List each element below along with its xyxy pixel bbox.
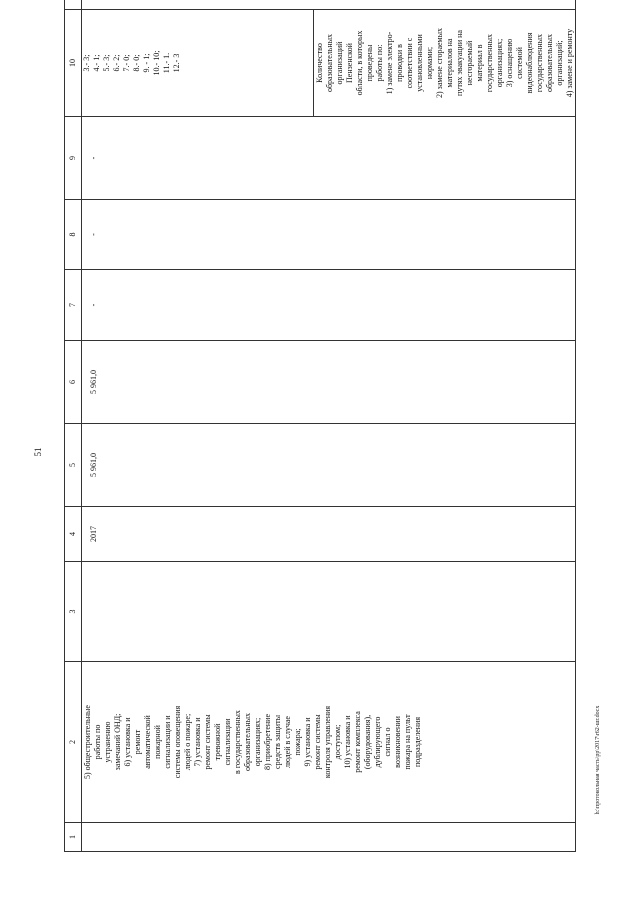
cell-activities: 5) общестроительные работы по устранению замечаний ОНД; 6) установка и ремонт автоматической пожарной сигнализации и системы оповещения людей о пожаре; 7) установка и ремонт системы тревожной сигнализации в государственных образовательных организациях; 8) приобретение средств защиты людей в случае пожара; 9) установка и ремонт системы контроля управления доступом; 10) установка и ремонт комплекса (оборудования), дублирующего сигнал о возникновении пожара на пульт подразделения — [82, 662, 576, 823]
cell-col-8 — [82, 200, 576, 270]
dash-col-7: - — [89, 303, 98, 307]
header-col-6: 6 — [65, 341, 82, 424]
cell-col-9 — [82, 117, 576, 200]
header-col-3: 3 — [65, 562, 82, 662]
header-col-4: 4 — [65, 507, 82, 562]
footer-file-path: h:\протокольная часть\рр\2017\r62-шг.docx — [595, 705, 601, 815]
cell-col-6 — [82, 341, 576, 424]
header-col-11 — [65, 0, 82, 10]
header-col-7: 7 — [65, 270, 82, 341]
cell-col-7 — [82, 270, 576, 341]
page-number: 51 — [33, 447, 43, 457]
table-header-row — [65, 0, 82, 852]
header-col-5: 5 — [65, 424, 82, 507]
header-col-8: 8 — [65, 200, 82, 270]
cell-col-1 — [82, 823, 576, 852]
amount-regional: 5 961,0 — [89, 370, 98, 394]
cell-year — [82, 507, 576, 562]
cell-col-5 — [82, 424, 576, 507]
indicator-counts: 3.- 3; 4.- 1; 5.- 3; 6.- 2; 7.- 0; 8.- 0; 9. - 1; 10.- 10; 11.- 1. 12.- 3 — [82, 10, 314, 116]
amount-total: 5 961,0 — [89, 453, 98, 477]
header-col-9: 9 — [65, 117, 82, 200]
cell-col-3 — [82, 562, 576, 662]
header-col-2: 2 — [65, 662, 82, 823]
table-row — [82, 0, 576, 852]
indicator-description: Количество образовательных организаций Пензенской области, в которых проведены работы по: 1) замене электро- проводки в соответствии с установленными нормами; 2) замене сгораемых материалов на путях эвакуации на несгораемый материал в государственных организациях; 3) оснащению системой видеонаблюдения государственных образовательных организаций; 4) замене и ремонту — [315, 28, 574, 98]
cell-indicators — [82, 10, 576, 117]
program-table — [64, 0, 576, 852]
dash-col-9: - — [89, 156, 98, 160]
header-col-10: 10 — [65, 10, 82, 117]
cell-col-11 — [82, 0, 576, 10]
header-col-1: 1 — [65, 823, 82, 852]
year-value: 2017 — [89, 526, 98, 542]
dash-col-8: - — [89, 233, 98, 236]
